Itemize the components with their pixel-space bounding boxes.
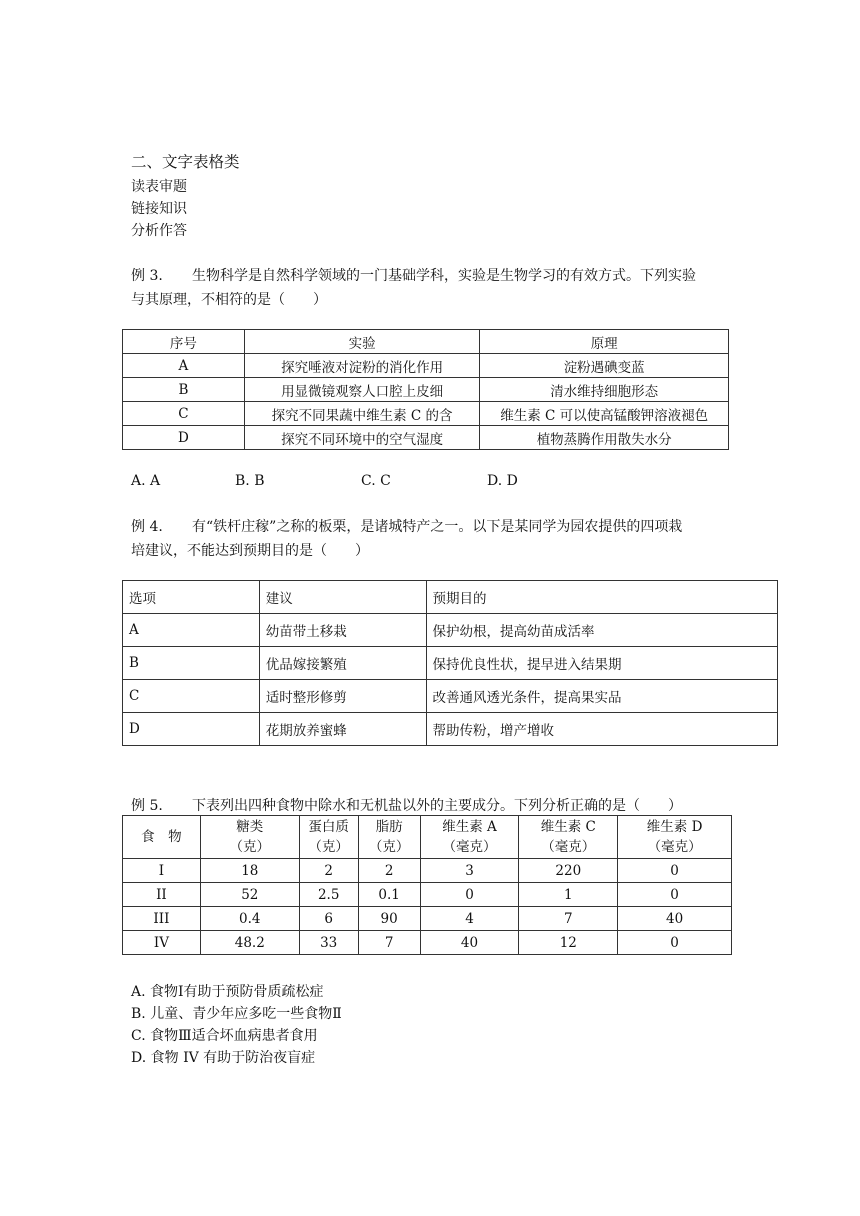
table-cell: 1	[519, 883, 618, 907]
table-cell: 0	[420, 883, 519, 907]
table-row	[123, 402, 729, 426]
table-row	[123, 713, 778, 746]
q3-option-a: A. A	[131, 473, 161, 489]
table-cell: IV	[123, 931, 201, 955]
table-cell: 2.5	[299, 883, 358, 907]
q5-option-d: D. 食物 IV 有助于防治夜盲症	[131, 1050, 316, 1066]
table-cell: 90	[358, 907, 420, 931]
header-cell: 脂肪 （克）	[358, 816, 420, 859]
table-cell: 探究不同果蔬中维生素 C 的含	[244, 402, 480, 426]
header-cell: 原理	[480, 330, 729, 354]
table-row	[123, 426, 729, 450]
table-cell: 用显微镜观察人口腔上皮细	[244, 378, 480, 402]
q3-label: 例 3.	[131, 268, 163, 284]
q3-table	[122, 329, 729, 450]
table-cell: 保护幼根，提高幼苗成活率	[426, 614, 777, 647]
q4-label: 例 4.	[131, 519, 163, 535]
table-cell: 0.1	[358, 883, 420, 907]
table-row	[123, 614, 778, 647]
q5-option-b: B. 儿童、青少年应多吃一些食物Ⅱ	[131, 1006, 342, 1022]
header-cell: 预期目的	[426, 581, 777, 614]
table-cell: 0	[618, 883, 732, 907]
table-row	[123, 354, 729, 378]
table-cell: A	[123, 354, 245, 378]
table-cell: 40	[618, 907, 732, 931]
table-header-row	[123, 330, 729, 354]
table-cell: 12	[519, 931, 618, 955]
header-cell: 食 物	[123, 816, 201, 859]
q3-stem-line1: 生物科学是自然科学领域的一门基础学科，实验是生物学习的有效方式。下列实验	[192, 268, 696, 284]
table-row	[123, 680, 778, 713]
header-cell: 维生素 A （毫克）	[420, 816, 519, 859]
table-cell: 0	[618, 931, 732, 955]
table-cell: 花期放养蜜蜂	[259, 713, 426, 746]
q3-option-c: C. C	[361, 473, 391, 489]
table-cell: III	[123, 907, 201, 931]
header-cell: 建议	[259, 581, 426, 614]
table-cell: 7	[358, 931, 420, 955]
table-cell: 52	[200, 883, 299, 907]
header-cell: 维生素 D （毫克）	[618, 816, 732, 859]
q3-option-b: B. B	[235, 473, 265, 489]
header-cell: 实验	[244, 330, 480, 354]
header-cell: 糖类 （克）	[200, 816, 299, 859]
table-cell: 4	[420, 907, 519, 931]
table-row	[123, 931, 732, 955]
table-cell: 幼苗带土移栽	[259, 614, 426, 647]
table-cell: 探究不同环境中的空气湿度	[244, 426, 480, 450]
q3-stem-line2: 与其原理，不相符的是（ ）	[131, 292, 327, 308]
table-cell: 优品嫁接繁殖	[259, 647, 426, 680]
q3-option-d: D. D	[487, 473, 518, 489]
table-header-row	[123, 816, 732, 859]
table-cell: 改善通风透光条件，提高果实品	[426, 680, 777, 713]
table-cell: 淀粉遇碘变蓝	[480, 354, 729, 378]
q5-stem: 下表列出四种食物中除水和无机盐以外的主要成分。下列分析正确的是（ ）	[192, 798, 682, 814]
header-cell: 序号	[123, 330, 245, 354]
header-cell: 维生素 C （毫克）	[519, 816, 618, 859]
table-cell: 适时整形修剪	[259, 680, 426, 713]
table-cell: A	[123, 614, 260, 647]
table-row	[123, 859, 732, 883]
table-cell: 植物蒸腾作用散失水分	[480, 426, 729, 450]
table-cell: 7	[519, 907, 618, 931]
q4-table	[122, 580, 778, 746]
table-cell: 33	[299, 931, 358, 955]
table-cell: 维生素 C 可以使高锰酸钾溶液褪色	[480, 402, 729, 426]
table-cell: 探究唾液对淀粉的消化作用	[244, 354, 480, 378]
section-title: 二、文字表格类	[131, 153, 240, 171]
table-cell: 2	[299, 859, 358, 883]
table-cell: B	[123, 647, 260, 680]
table-cell: 保持优良性状，提早进入结果期	[426, 647, 777, 680]
table-cell: 0.4	[200, 907, 299, 931]
table-cell: 0	[618, 859, 732, 883]
q4-stem-line2: 培建议，不能达到预期目的是（ ）	[131, 543, 369, 559]
step-analyze-answer: 分析作答	[131, 223, 187, 239]
table-cell: 3	[420, 859, 519, 883]
table-cell: I	[123, 859, 201, 883]
table-row	[123, 883, 732, 907]
header-cell: 蛋白质 （克）	[299, 816, 358, 859]
table-header-row	[123, 581, 778, 614]
q5-option-c: C. 食物Ⅲ适合坏血病患者食用	[131, 1028, 318, 1044]
table-cell: 清水维持细胞形态	[480, 378, 729, 402]
table-cell: II	[123, 883, 201, 907]
q4-stem-line1: 有“铁杆庄稼”之称的板栗，是诸城特产之一。以下是某同学为园农提供的四项栽	[192, 519, 683, 535]
table-cell: D	[123, 426, 245, 450]
step-read-table: 读表审题	[131, 179, 187, 195]
header-cell: 选项	[123, 581, 260, 614]
table-cell: C	[123, 680, 260, 713]
q5-option-a: A. 食物Ⅰ有助于预防骨质疏松症	[131, 984, 324, 1000]
step-link-knowledge: 链接知识	[131, 201, 187, 217]
table-cell: 40	[420, 931, 519, 955]
table-cell: 帮助传粉，增产增收	[426, 713, 777, 746]
table-cell: B	[123, 378, 245, 402]
table-cell: D	[123, 713, 260, 746]
table-cell: 48.2	[200, 931, 299, 955]
table-cell: 18	[200, 859, 299, 883]
table-cell: C	[123, 402, 245, 426]
table-row	[123, 907, 732, 931]
table-row	[123, 647, 778, 680]
q5-label: 例 5.	[131, 798, 163, 814]
q5-table	[122, 815, 732, 955]
table-row	[123, 378, 729, 402]
table-cell: 6	[299, 907, 358, 931]
table-cell: 220	[519, 859, 618, 883]
table-cell: 2	[358, 859, 420, 883]
